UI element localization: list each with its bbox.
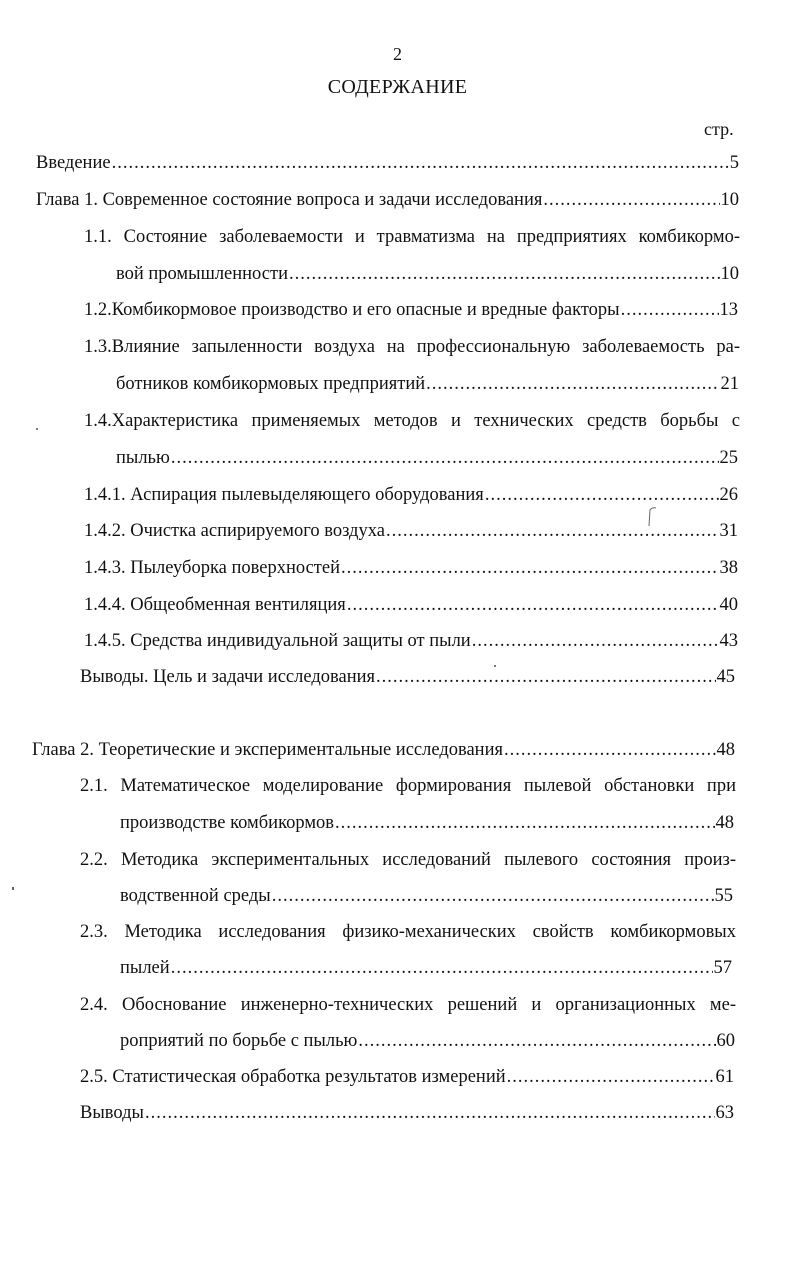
toc-entry-1-2[interactable] (84, 297, 738, 323)
toc-entry-title: 2.5. Статистическая обработка результатов измерений (80, 1067, 506, 1087)
toc-entry-title: 1.4.3. Пылеуборка поверхностей (84, 558, 340, 578)
toc-entry-title: Выводы (80, 1103, 144, 1123)
toc-entry-page: 48 (715, 813, 734, 833)
toc-entry-title: роприятий по борьбе с пылью (120, 1031, 358, 1051)
toc-entry-1-4-line1: 1.4.Характеристика применяемых методов и технических средств борьбы с (84, 411, 740, 431)
scan-speck (36, 428, 38, 430)
toc-entry-page: 21 (720, 374, 739, 394)
leader-dots (621, 297, 719, 323)
toc-entry-1-3[interactable] (116, 371, 739, 397)
leader-dots (335, 810, 714, 836)
leader-dots (386, 518, 719, 544)
toc-entry-page: 61 (715, 1067, 734, 1087)
toc-entry-title: ботников комбикормовых предприятий (116, 374, 426, 394)
toc-entry-1-1[interactable] (116, 261, 739, 287)
toc-entry-1-4-4[interactable] (84, 592, 738, 618)
toc-entry-page: 38 (719, 558, 738, 578)
toc-entry-title: пылью (116, 448, 170, 468)
leader-dots (171, 955, 713, 981)
leader-dots (171, 445, 719, 471)
toc-entry-page: 55 (714, 886, 733, 906)
leader-dots (272, 883, 714, 909)
toc-entry-page: 5 (729, 153, 739, 173)
toc-entry-page: 31 (719, 521, 738, 541)
toc-entry-conclusions-1[interactable] (80, 664, 735, 690)
toc-entry-2-1-line1: 2.1. Математическое моделирование формирования пылевой обстановки при (80, 776, 736, 796)
toc-entry-page: 40 (719, 595, 738, 615)
toc-entry-1-3-line1: 1.3.Влияние запыленности воздуха на профессиональную заболеваемость ра- (84, 337, 740, 357)
page-number: 2 (393, 44, 402, 64)
toc-entry-2-5[interactable] (80, 1064, 734, 1090)
toc-entry-1-1-line1: 1.1. Состояние заболеваемости и травматизма на предприятиях комбикормо- (84, 227, 740, 247)
leader-dots (112, 150, 729, 176)
leader-dots (507, 1064, 715, 1090)
toc-entry-1-4-1[interactable] (84, 482, 738, 508)
toc-entry-1-4-3[interactable] (84, 555, 738, 581)
toc-entry-title: 1.2.Комбикормовое производство и его опасные и вредные факторы (84, 300, 620, 320)
leader-dots (145, 1100, 715, 1126)
toc-entry-page: 60 (716, 1031, 735, 1051)
toc-entry-2-1[interactable] (120, 810, 734, 836)
leader-dots (376, 664, 715, 690)
leader-dots (289, 261, 720, 287)
toc-entry-page: 45 (716, 667, 735, 687)
leader-dots (426, 371, 719, 397)
toc-entry-intro[interactable] (36, 150, 739, 176)
toc-entry-title: 1.4.4. Общеобменная вентиляция (84, 595, 346, 615)
toc-entry-2-4-line1: 2.4. Обоснование инженерно-технических решений и организационных ме- (80, 995, 736, 1015)
toc-entry-1-4[interactable] (116, 445, 738, 471)
toc-entry-1-4-2[interactable] (84, 518, 738, 544)
leader-dots (347, 592, 719, 618)
toc-entry-title: Глава 1. Современное состояние вопроса и задачи исследования (36, 190, 543, 210)
toc-entry-chapter-2[interactable] (32, 737, 735, 763)
toc-entry-page: 63 (715, 1103, 734, 1123)
toc-entry-2-4[interactable] (120, 1028, 735, 1054)
toc-entry-2-2[interactable] (120, 883, 733, 909)
toc-entry-title: пылей (120, 958, 170, 978)
toc-entry-page: 13 (719, 300, 738, 320)
toc-entry-2-3[interactable] (120, 955, 732, 981)
toc-entry-title: Введение (36, 153, 111, 173)
toc-entry-title: 1.4.1. Аспирация пылевыделяющего оборудования (84, 485, 484, 505)
toc-entry-title: водственной среды (120, 886, 271, 906)
toc-entry-title: Глава 2. Теоретические и экспериментальные исследования (32, 740, 503, 760)
page-column-label: стр. (704, 119, 734, 139)
toc-entry-chapter-1[interactable] (36, 187, 739, 213)
toc-entry-title: 1.4.5. Средства индивидуальной защиты от пыли (84, 631, 471, 651)
toc-entry-2-3-line1: 2.3. Методика исследования физико-механических свойств комбикормовых (80, 922, 736, 942)
toc-entry-page: 10 (720, 190, 739, 210)
leader-dots (341, 555, 719, 581)
toc-entry-2-2-line1: 2.2. Методика экспериментальных исследований пылевого состояния произ- (80, 850, 736, 870)
toc-entry-page: 10 (720, 264, 739, 284)
toc-entry-page: 43 (719, 631, 738, 651)
leader-dots (504, 737, 716, 763)
leader-dots (543, 187, 719, 213)
toc-entry-1-4-5[interactable] (84, 628, 738, 654)
leader-dots (472, 628, 719, 654)
toc-entry-page: 26 (719, 485, 738, 505)
toc-entry-conclusions-2[interactable] (80, 1100, 734, 1126)
toc-entry-title: производстве комбикормов (120, 813, 335, 833)
scan-speck (494, 665, 496, 667)
toc-entry-title: 1.4.2. Очистка аспирируемого воздуха (84, 521, 385, 541)
scan-mark (646, 506, 660, 528)
page-title: СОДЕРЖАНИЕ (327, 76, 468, 98)
toc-entry-page: 25 (719, 448, 738, 468)
leader-dots (358, 1028, 715, 1054)
toc-entry-page: 48 (716, 740, 735, 760)
toc-entry-title: Выводы. Цель и задачи исследования (80, 667, 376, 687)
scan-speck (12, 887, 14, 890)
leader-dots (485, 482, 719, 508)
toc-entry-page: 57 (713, 958, 732, 978)
toc-entry-title: вой промышленности (116, 264, 288, 284)
